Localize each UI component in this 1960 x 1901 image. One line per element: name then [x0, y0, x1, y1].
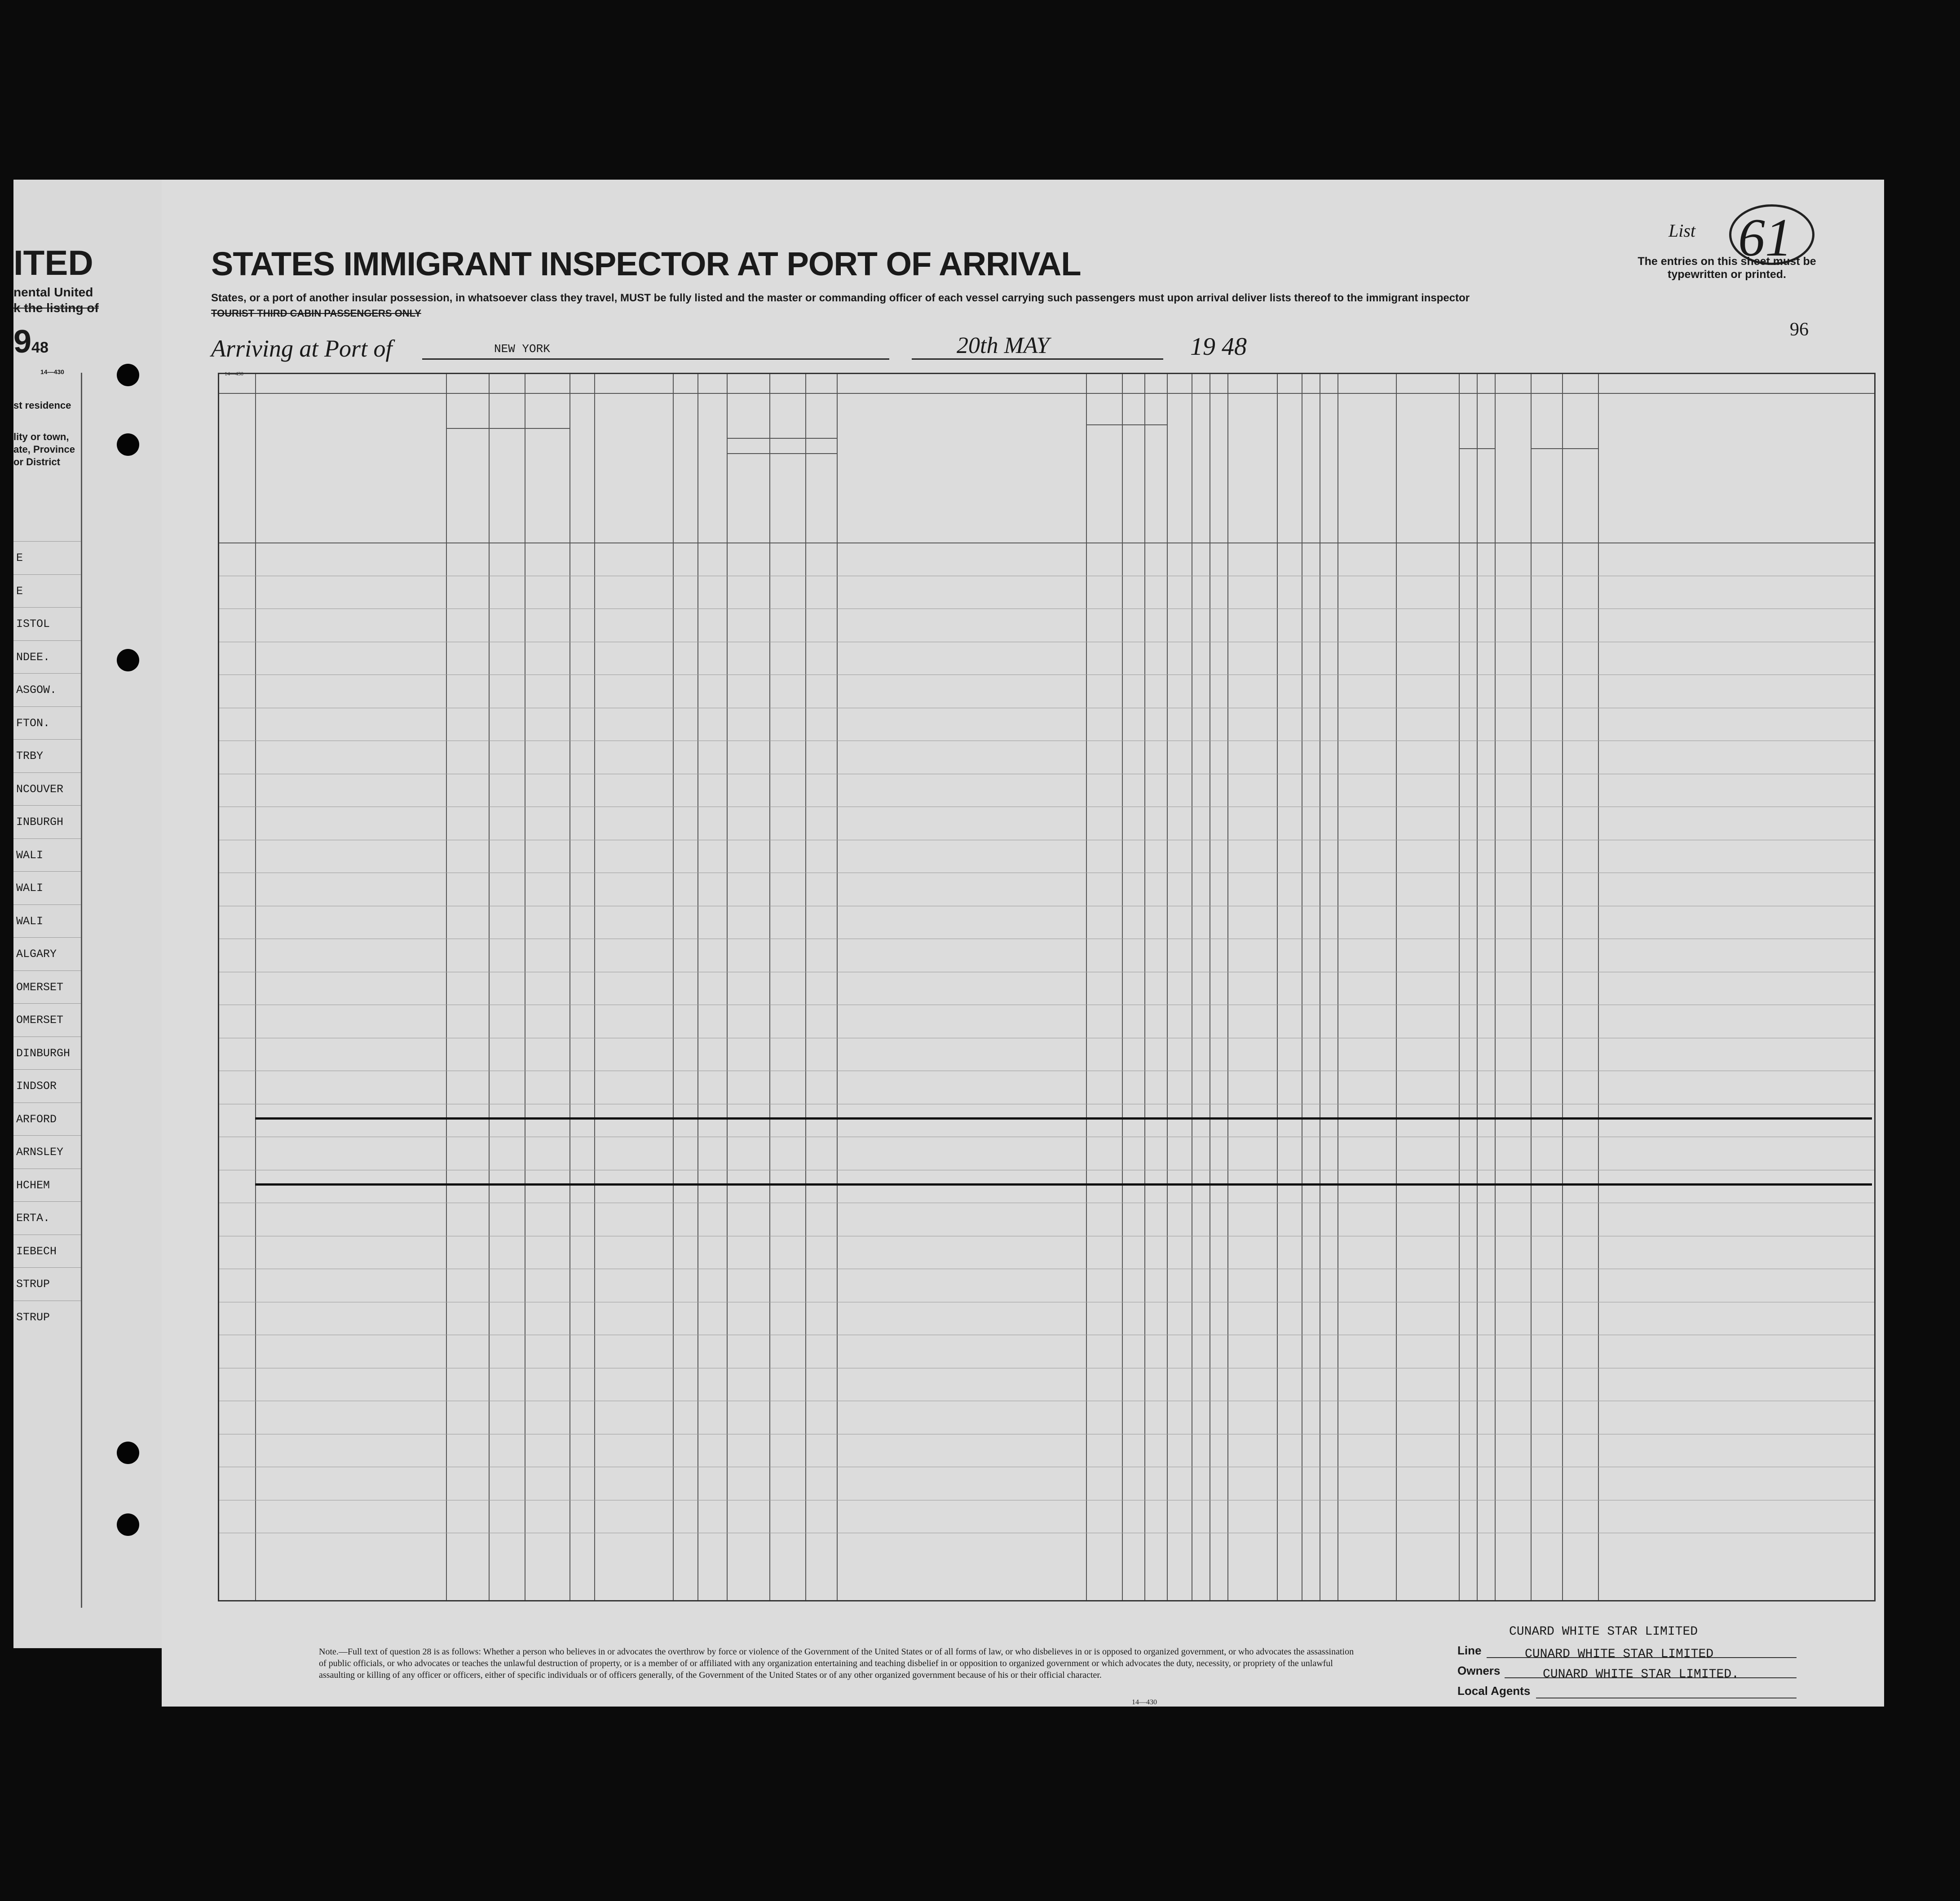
left-page-row: ARNSLEY: [13, 1135, 81, 1169]
column-divider: [727, 374, 728, 1600]
form-code: 14—430: [225, 370, 243, 377]
left-page-row: OMERSET: [13, 970, 81, 1004]
left-page-row: STRUP: [13, 1301, 81, 1334]
entries-note: The entries on this sheet must be typewritten or printed.: [1638, 255, 1816, 281]
manifest-page: [162, 180, 1884, 1707]
left-page-row: E: [13, 541, 81, 574]
column-divider: [594, 374, 595, 1600]
left-page-row: INDSOR: [13, 1069, 81, 1103]
manifest-table: [218, 373, 1876, 1601]
arrival-date: 20th MAY: [957, 333, 1050, 358]
column-divider: [1531, 374, 1532, 1600]
list-label: List: [1669, 221, 1696, 241]
ever-divider: [727, 438, 837, 439]
left-page-row: NCOUVER: [13, 772, 81, 806]
binder-hole: [117, 364, 139, 386]
left-page-fragment: [13, 180, 162, 1648]
left-page-sub2: k the listing of: [13, 301, 99, 315]
left-page-row: STRUP: [13, 1267, 81, 1301]
column-divider: [769, 374, 770, 1600]
strike-line-row-20: [255, 1183, 1872, 1186]
left-page-row: E: [13, 574, 81, 608]
column-divider: [255, 374, 256, 1600]
line-label: Line: [1457, 1644, 1482, 1657]
left-page-row: ALGARY: [13, 937, 81, 970]
left-page-row: ISTOL: [13, 607, 81, 640]
footnote-code: 14—430: [1132, 1698, 1157, 1706]
left-page-sub1: nental United: [13, 285, 93, 299]
port-underline: [422, 358, 889, 360]
column-divider: [673, 374, 674, 1600]
column-divider: [446, 374, 447, 1600]
column-divider: [1459, 374, 1460, 1600]
left-page-row: TRBY: [13, 739, 81, 772]
left-heading-4: or District: [13, 456, 60, 468]
binder-hole: [117, 1442, 139, 1464]
left-page-row: ERTA.: [13, 1201, 81, 1235]
color-divider: [1531, 448, 1598, 449]
binder-hole: [117, 649, 139, 671]
column-divider: [1144, 374, 1145, 1600]
binder-hole: [117, 433, 139, 456]
page-subtitle-class: TOURIST THIRD CABIN PASSENGERS ONLY: [211, 308, 421, 319]
left-page-row: NDEE.: [13, 640, 81, 674]
purpose-divider: [1086, 424, 1167, 425]
left-heading-2: lity or town,: [13, 431, 69, 442]
left-page-code: 14—430: [40, 368, 64, 375]
column-divider: [489, 374, 490, 1600]
column-divider: [1167, 374, 1168, 1600]
left-page-grid: [13, 373, 82, 1608]
footnote: Note.—Full text of question 28 is as follows: Whether a person who believes in or advocates the overthrow by force or violence of the Government of the United States or of all forms of law, or who disbelieves in or is opposed to organized government, or who advocates the assassination of public officials, or who advocates or teaches the unlawful destruction of property, or is a member of or affiliated with any organization entertaining and teaching disbelief in or opposition to organized government or which advocates the duty, necessity, or propriety of the unlawful assaulting or killing of any officer or officers, either of specific individuals or of officers generally, of the Government of the United States or of any other organized government because of his or their official character.: [319, 1647, 1354, 1680]
left-page-row: DINBURGH: [13, 1037, 81, 1070]
column-divider: [1122, 374, 1123, 1600]
page-subtitle: States, or a port of another insular possession, in whatsoever class they travel, MUST be fully listed and the master or commanding officer of each vessel carrying such passengers must upon arrival deliver lists thereof to the immigrant inspector: [211, 292, 1470, 304]
left-page-row: ARFORD: [13, 1103, 81, 1136]
column-divider: [569, 374, 570, 1600]
final-destination-divider: [446, 428, 569, 429]
column-divider: [1598, 374, 1599, 1600]
column-divider: [1227, 374, 1228, 1600]
arriving-label: Arriving at Port of: [211, 335, 393, 362]
owners-underline: [1505, 1677, 1797, 1678]
list-number: 61: [1738, 207, 1792, 267]
left-page-row: FTON.: [13, 706, 81, 740]
left-page-row: WALI: [13, 871, 81, 904]
owners-label: Owners: [1457, 1664, 1501, 1677]
agents-value: CUNARD WHITE STAR LIMITED.: [1543, 1667, 1739, 1681]
column-divider: [1277, 374, 1278, 1600]
left-heading-1: st residence: [13, 400, 71, 411]
column-divider: [1562, 374, 1563, 1600]
if-yes-divider: [727, 453, 837, 454]
left-page-row: OMERSET: [13, 1003, 81, 1037]
column-divider: [1477, 374, 1478, 1600]
arrival-year: 19 48: [1190, 333, 1247, 361]
left-page-title: ITED: [13, 243, 93, 282]
agents-label: Local Agents: [1457, 1684, 1531, 1698]
line-value: CUNARD WHITE STAR LIMITED: [1509, 1625, 1698, 1639]
column-divider: [697, 374, 698, 1600]
strike-line-row-18: [255, 1117, 1872, 1120]
arrival-port: NEW YORK: [494, 342, 550, 356]
column-divider: [1086, 374, 1087, 1600]
left-heading-3: ate, Province: [13, 444, 75, 455]
column-number-divider: [219, 393, 1874, 394]
page-title: STATES IMMIGRANT INSPECTOR AT PORT OF ARRIVAL: [211, 245, 1081, 282]
column-divider: [1495, 374, 1496, 1600]
height-divider: [1459, 448, 1495, 449]
left-page-row: WALI: [13, 904, 81, 938]
date-underline: [912, 358, 1163, 360]
column-divider: [1396, 374, 1397, 1600]
left-page-year: 948: [13, 324, 49, 360]
binder-hole: [117, 1513, 139, 1536]
column-divider: [837, 374, 838, 1600]
column-divider: [805, 374, 806, 1600]
left-page-row: WALI: [13, 838, 81, 872]
left-page-row: IEBECH: [13, 1235, 81, 1268]
left-page-row: ASGOW.: [13, 673, 81, 706]
owners-value: CUNARD WHITE STAR LIMITED: [1525, 1647, 1714, 1661]
left-page-row: HCHEM: [13, 1169, 81, 1202]
line-underline: [1487, 1657, 1797, 1658]
page-number: 96: [1790, 319, 1809, 340]
left-page-row: INBURGH: [13, 805, 81, 838]
